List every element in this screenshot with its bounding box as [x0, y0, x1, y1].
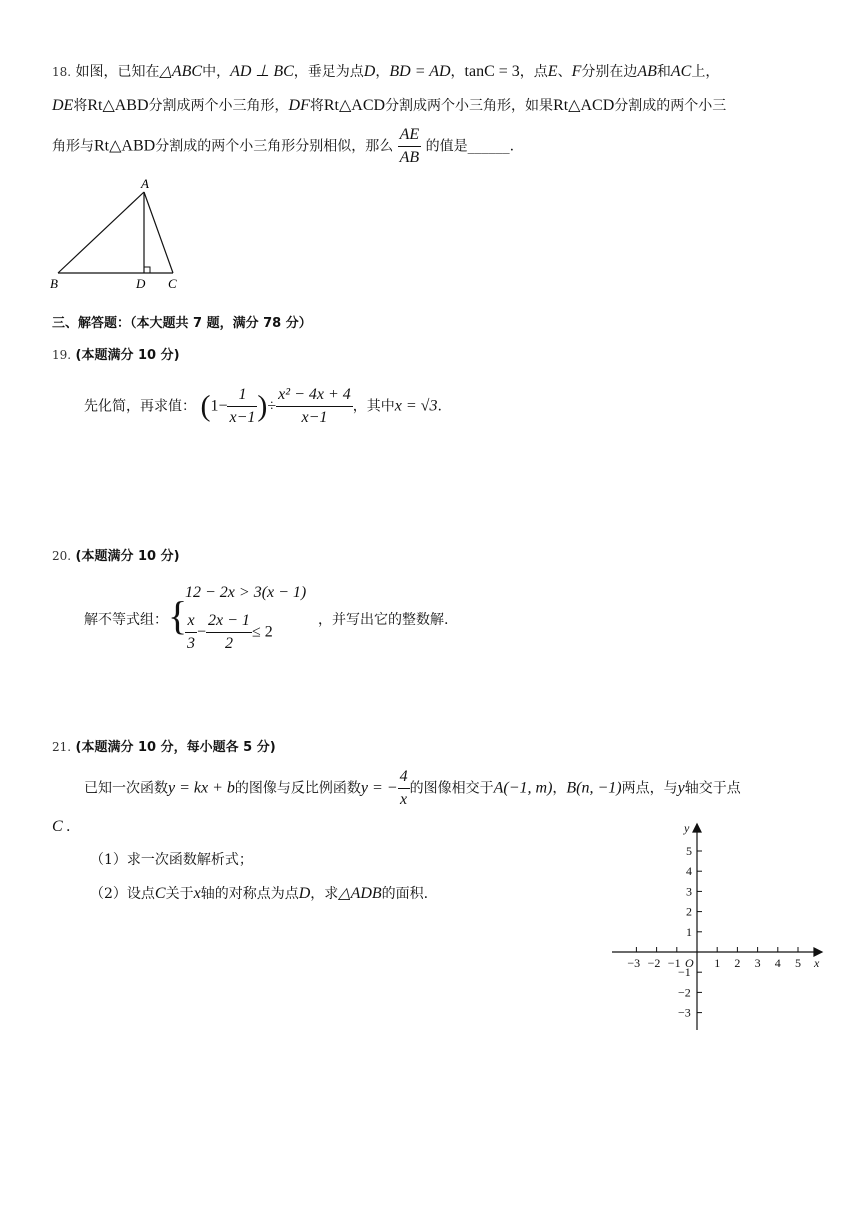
frac-numerator: 1 [227, 384, 257, 407]
y-axis-arrow-icon [693, 824, 701, 832]
section-heading: 三、解答题：（本大题共 7 题，满分 78 分） [52, 316, 312, 331]
q20-header [52, 546, 180, 567]
math-ineq1: 12 − 2x > 3(x − 1) [185, 584, 307, 601]
frac-denominator: 3 [187, 635, 195, 652]
x-tick-label: 2 [734, 956, 741, 970]
q18-text: 上， [691, 64, 720, 80]
q21-number: 21. [52, 740, 72, 754]
math-minus: − [197, 623, 207, 641]
math-point-c: C . [52, 818, 71, 835]
frac-denominator: AB [399, 149, 420, 166]
math-tri-abc: △ABC [159, 63, 203, 80]
fraction-ae-ab [398, 124, 422, 169]
math-inverse-lhs: y = − [360, 779, 398, 797]
side-ac [144, 192, 173, 273]
label-b: B [50, 276, 58, 291]
q19-expression [84, 384, 442, 429]
q21-text: ， [552, 780, 567, 797]
x-axis-label: x [814, 956, 820, 970]
math-side-ac: AC [670, 63, 692, 80]
x-tick-label: −2 [647, 956, 661, 970]
q21-text: ，求 [310, 886, 339, 902]
x-tick-label: −3 [627, 956, 641, 970]
q20-tail: ，并写出它的整数解. [318, 612, 449, 628]
math-rt-abd: Rt△ABD [94, 137, 156, 155]
q18-text: ，点 [519, 64, 548, 80]
x-tick-label: 3 [754, 956, 761, 970]
q20-score: (本题满分 10 分) [75, 549, 180, 564]
triangle-figure [40, 172, 200, 298]
frac-numerator: x² − 4x + 4 [276, 384, 353, 407]
q21-text: 轴的对称点为点 [200, 886, 299, 902]
origin-label: O [685, 956, 694, 970]
q18-text: ，垂足为点 [293, 64, 364, 80]
q21-header [52, 737, 276, 758]
q18-line1: 18. 如图，已知在△ABC中，AD ⊥ BC，垂足为点D，BD = AD，tanC = 3，点E、F分别在边AB和AC上， [52, 63, 720, 80]
paren-close: ) [257, 389, 268, 423]
q18-text: 分割成两个小三角形，如果 [385, 98, 554, 114]
q20-ineq1 [185, 583, 306, 603]
q21-score: (本题满分 10 分，每小题各 5 分) [75, 740, 276, 755]
q21-text: 的图像相交于 [409, 780, 494, 797]
q21-text: 的图像与反比例函数 [234, 780, 361, 797]
y-tick-label: −1 [678, 965, 691, 980]
math-divide: ÷ [267, 397, 277, 415]
answer-blank: 的值是______. [425, 138, 515, 155]
math-side-ab: AB [637, 63, 657, 80]
q21-line2 [52, 817, 71, 837]
y-tick-label: 1 [686, 924, 692, 939]
q18-line3 [52, 124, 514, 169]
q21-sub1: （1）求一次函数解析式； [90, 852, 253, 868]
math-point-f: F [571, 63, 582, 80]
q21-text: （2）设点 [90, 886, 155, 902]
y-tick-label: −3 [678, 1005, 691, 1020]
math-point-d: D [363, 63, 376, 80]
math-one-minus: 1− [210, 397, 228, 415]
frac-denominator: 2 [224, 635, 233, 652]
frac-numerator: 2x − 1 [206, 610, 252, 633]
q18-text: 将 [73, 98, 88, 114]
math-d: D [298, 885, 311, 902]
q21-line1 [84, 766, 741, 811]
q19-text: ，其中 [352, 398, 395, 415]
y-tick-label: 5 [686, 844, 692, 858]
fraction-x-over-3 [185, 610, 197, 655]
q20-number: 20. [52, 549, 72, 563]
frac-denominator: x−1 [229, 409, 256, 426]
math-tanc: tanC = 3 [464, 63, 520, 80]
x-tick-label: 4 [774, 956, 781, 970]
y-axis-label: y [684, 821, 690, 835]
q18-text: 角形与 [52, 138, 94, 155]
math-x-value: x = √3 [394, 397, 438, 415]
brace-icon: { [168, 593, 188, 638]
fraction-4-over-x [398, 766, 410, 811]
q18-text: 分割成的两个小三角形分别相似，那么 [155, 138, 394, 155]
math-x: x [193, 885, 201, 902]
q18-text: 中， [202, 64, 231, 80]
math-linear: y = kx + b [168, 779, 235, 797]
frac-denominator: x−1 [301, 409, 328, 426]
math-df: DF [288, 97, 310, 114]
x-tick-label: 5 [795, 956, 801, 970]
right-angle-mark [144, 267, 150, 273]
q19-prompt: 先化简，再求值： [84, 398, 196, 415]
paren-open: ( [200, 389, 211, 423]
fraction-quadratic [276, 384, 353, 429]
label-d: D [136, 276, 146, 291]
q18-text: 将 [309, 98, 324, 114]
x-axis-arrow-icon [814, 948, 822, 956]
math-rt-acd: Rt△ACD [553, 97, 615, 114]
q18-text: 和 [656, 64, 671, 80]
math-point-a: A(−1, m) [493, 779, 553, 797]
math-point-e: E [547, 63, 558, 80]
fraction-2x-1-over-2 [206, 610, 252, 655]
frac-numerator: AE [398, 124, 422, 147]
q20-prompt: 解不等式组： [84, 612, 168, 628]
q18-text: 分别在边 [581, 64, 638, 80]
fraction-1-over-x-1 [227, 384, 257, 429]
y-tick-label: 3 [686, 884, 692, 899]
x-tick-label: 1 [714, 956, 721, 970]
math-ad-perp-bc: AD ⊥ BC [230, 63, 294, 80]
math-rt-acd: Rt△ACD [323, 97, 386, 114]
q19-number: 19. [52, 348, 72, 362]
q19-header [52, 345, 180, 366]
math-de: DE [52, 97, 74, 114]
y-tick-label: 4 [686, 864, 692, 879]
coordinate-axes [600, 818, 840, 1040]
math-y: y [677, 779, 685, 797]
q18-line2 [52, 96, 726, 116]
q18-text: 如图，已知在 [75, 64, 160, 80]
y-tick-label: 2 [686, 904, 692, 919]
q18-text: 分割成两个小三角形， [148, 98, 289, 114]
q21-text: 关于 [165, 886, 194, 902]
q21-text: 两点，与 [621, 780, 678, 797]
q21-sub2 [90, 884, 428, 904]
q18-sep: 、 [557, 64, 572, 80]
frac-numerator: x [185, 610, 197, 633]
label-c: C [168, 276, 177, 291]
q21-text: 轴交于点 [684, 780, 741, 797]
math-point-b: B(n, −1) [566, 779, 622, 797]
x-tick-label: −1 [667, 956, 681, 970]
side-ab [58, 192, 144, 273]
frac-numerator: 4 [398, 766, 410, 789]
math-rt-abd: Rt△ABD [87, 97, 149, 114]
q21-text: 的面积. [381, 886, 429, 902]
q19-text: . [437, 398, 442, 415]
y-tick-label: −2 [678, 985, 691, 1000]
label-a: A [141, 176, 149, 191]
math-tri-adb: △ADB [338, 885, 382, 902]
frac-denominator: x [400, 791, 408, 808]
q21-text: 已知一次函数 [84, 780, 168, 797]
q18-text: 分割成的两个小三 [614, 98, 727, 114]
q20-ineq2 [185, 610, 273, 655]
math-c: C [154, 885, 166, 902]
q19-score: (本题满分 10 分) [75, 348, 180, 363]
math-le-2: ≤ 2 [251, 623, 273, 641]
q18-number: 18. [52, 65, 72, 79]
math-bd-eq-ad: BD = AD [389, 63, 451, 80]
